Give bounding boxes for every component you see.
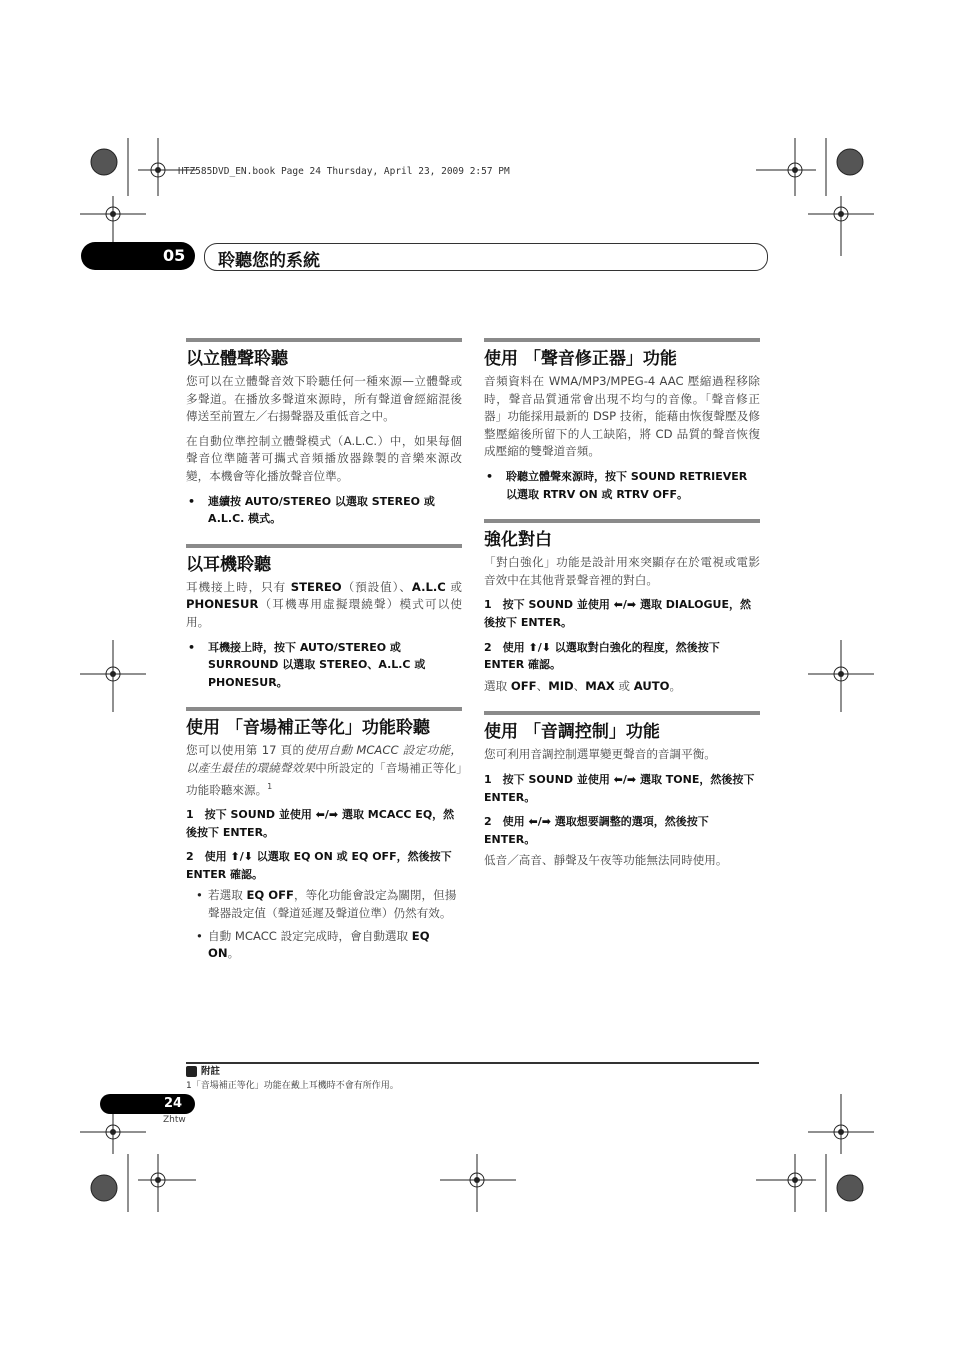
note-heading: 附註 xyxy=(201,1066,221,1077)
note-icon xyxy=(186,1066,197,1077)
section-title: 以耳機聆聽 xyxy=(186,554,271,575)
page-number: 24 xyxy=(100,1094,195,1114)
section-sound-retriever xyxy=(484,338,760,503)
paragraph: 選取 OFF、MID、MAX 或 AUTO。 xyxy=(484,678,682,693)
paragraph: 「對白強化」功能是設計用來突顯存在於電視或電影音效中在其他背景聲音裡的對白。 xyxy=(484,555,760,587)
sub-bullet: • 自動 MCACC 設定完成時，會自動選取 EQ ON。 xyxy=(186,928,462,963)
paragraph: 低音／高音、靜聲及午夜等功能無法同時使用。 xyxy=(484,853,728,868)
paragraph: 您可以在立體聲音效下聆聽任何一種來源—立體聲或多聲道。在播放多聲道來源時，所有聲道會經縮混後傳送至前置左／右揚聲器及重低音之中。 xyxy=(186,374,462,424)
note-text: 1「音場補正等化」功能在戴上耳機時不會有所作用。 xyxy=(186,1081,399,1091)
section-rule xyxy=(186,338,462,342)
step-1: 1 按下 SOUND 並使用 ⬅/➡ 選取 TONE，然後按下 ENTER。 xyxy=(484,772,755,804)
section-title: 使用 「音場補正等化」功能聆聽 xyxy=(186,718,430,739)
left-column xyxy=(186,338,462,979)
footnote-ref: 1 xyxy=(267,781,273,791)
section-rule xyxy=(484,519,760,523)
paragraph: 您可利用音調控制選單變更聲音的音調平衡。 xyxy=(484,747,716,762)
step-2: 2 使用 ⬆/⬇ 以選取 EQ ON 或 EQ OFF，然後按下 ENTER 確認。 xyxy=(186,850,452,881)
section-rule xyxy=(484,711,760,715)
chapter-title: 聆聽您的系統 xyxy=(218,251,320,271)
section-rule xyxy=(484,338,760,342)
bullet-instruction: • 聆聽立體聲來源時，按下 SOUND RETRIEVER 以選取 RTRV ON 或 RTRV OFF。 xyxy=(484,468,760,503)
section-rule xyxy=(186,707,462,711)
chapter-number-badge: 05 xyxy=(81,242,195,270)
paragraph: 耳機接上時，只有 STEREO（預設值）、A.L.C 或 PHONESUR（耳機專用虛擬環繞聲）模式可以使用。 xyxy=(186,579,463,629)
section-title: 使用 「聲音修正器」功能 xyxy=(484,349,677,369)
section-rule xyxy=(186,544,462,548)
step-2: 2 使用 ⬅/➡ 選取想要調整的選項，然後按下 ENTER。 xyxy=(484,815,709,846)
bullet-instruction: • 連續按 AUTO/STEREO 以選取 STEREO 或 A.L.C. 模式。 xyxy=(186,493,462,528)
section-dialogue xyxy=(484,519,760,695)
section-stereo xyxy=(186,338,462,528)
file-info: HTZ585DVD_EN.book Page 24 Thursday, April 23, 2009 2:57 PM xyxy=(178,166,510,177)
note-rule xyxy=(186,1062,759,1064)
section-title: 使用 「音調控制」功能 xyxy=(484,722,660,743)
paragraph: 您可以使用第 17 頁的使用自動 MCACC 設定功能，以產生最佳的環繞聲效果中所設定的「音場補正等化」功能聆聽來源。$^1$ xyxy=(186,743,462,797)
sub-bullet: • 若選取 EQ OFF，等化功能會設定為關閉，但揚聲器設定值（聲道延遲及聲道位準）仍然有效。 xyxy=(186,887,462,922)
language-code: Zhtw xyxy=(163,1115,186,1125)
section-headphones xyxy=(186,544,462,692)
paragraph: 音頻資料在 WMA/MP3/MPEG-4 AAC 壓縮過程移除時，聲音品質通常會出現不均勻的音像。「聲音修正器」功能採用最新的 DSP 技術，能藉由恢復聲壓及修整壓縮後所留下的人工缺陷，將 CD 品質的聲音恢復成壓縮的雙聲道音頻。 xyxy=(484,374,760,459)
step-1: 1 按下 SOUND 並使用 ⬅/➡ 選取 DIALOGUE，然後按下 ENTER。 xyxy=(484,598,751,629)
section-eq xyxy=(186,707,462,962)
right-column xyxy=(484,338,760,886)
paragraph: 在自動位準控制立體聲模式（A.L.C.）中，如果每個聲音位準隨著可攜式音頻播放器錄製的音樂來源改變，本機會等化播放聲音位準。 xyxy=(186,433,462,483)
step-2: 2 使用 ⬆/⬇ 以選取對白強化的程度，然後按下 ENTER 確認。 xyxy=(484,640,720,672)
step-1: 1 按下 SOUND 並使用 ⬅/➡ 選取 MCACC EQ，然後按下 ENTER。 xyxy=(186,807,455,839)
section-title: 強化對白 xyxy=(484,530,552,551)
bullet-instruction: • 耳機接上時，按下 AUTO/STEREO 或 SURROUND 以選取 STEREO、A.L.C 或 PHONESUR。 xyxy=(186,639,462,692)
section-tone xyxy=(484,711,760,870)
section-title: 以立體聲聆聽 xyxy=(186,349,288,369)
